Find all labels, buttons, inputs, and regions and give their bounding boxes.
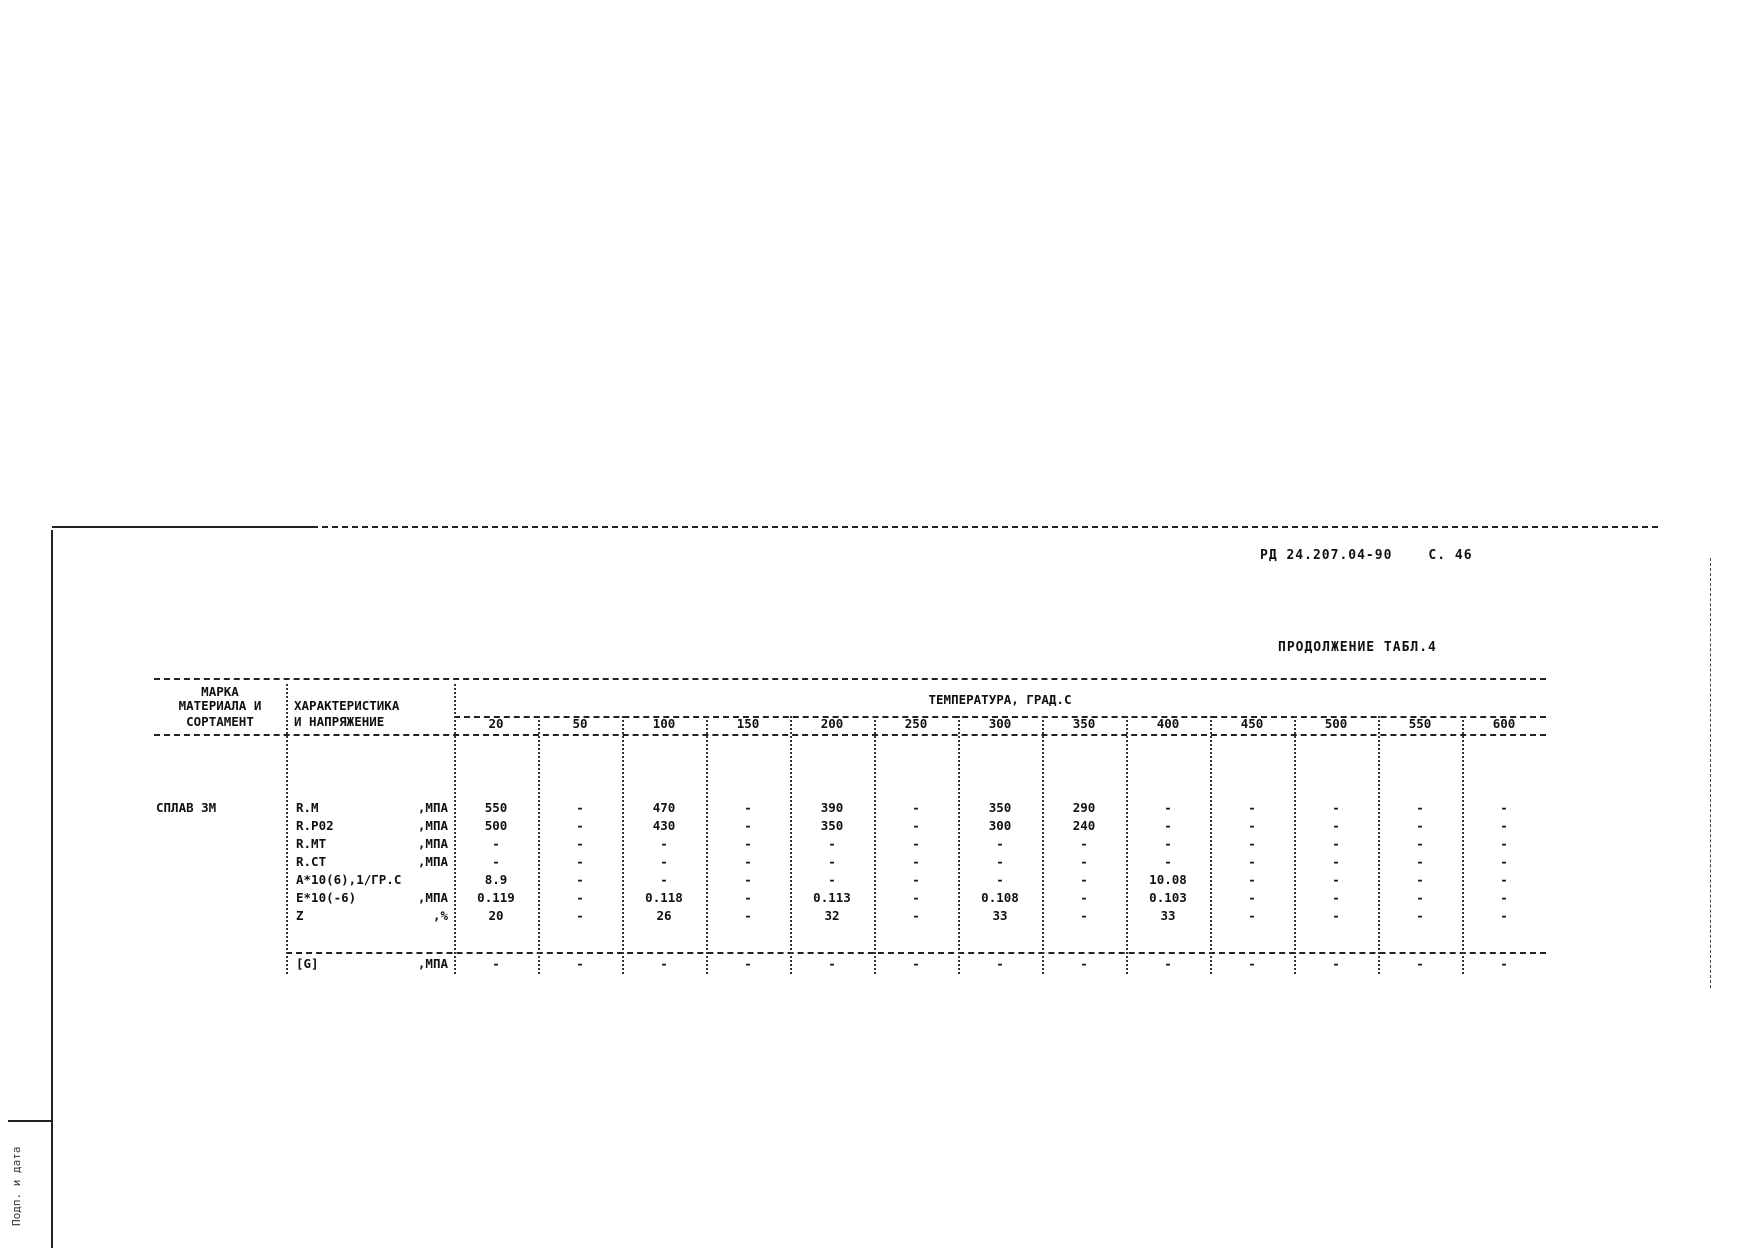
table-cell: - — [1332, 956, 1340, 971]
header-material-label: МАТЕРИАЛА И — [178, 698, 262, 713]
header-bottom-rule — [154, 734, 1546, 736]
table-cell: - — [1080, 956, 1088, 971]
table-cell: - — [1416, 956, 1424, 971]
table-cell: - — [828, 854, 836, 869]
table-cell: - — [744, 818, 752, 833]
document-code: РД 24.207.04-90 — [1260, 548, 1393, 563]
temperature-column-header: 150 — [736, 716, 760, 731]
document-header — [1260, 548, 1473, 563]
table-cell: 32 — [824, 908, 840, 923]
temperature-header: ТЕМПЕРАТУРА, ГРАД.С — [928, 692, 1072, 707]
table-cell: - — [576, 800, 584, 815]
material-name: СПЛАВ 3М — [156, 800, 217, 815]
table-cell: - — [744, 908, 752, 923]
characteristic-unit: ,МПА — [417, 956, 448, 971]
table-cell: - — [1164, 956, 1172, 971]
table-cell: - — [744, 836, 752, 851]
table-cell: - — [828, 872, 836, 887]
table-cell: - — [1164, 800, 1172, 815]
table-cell: - — [1500, 890, 1508, 905]
table-cell: - — [1248, 854, 1256, 869]
table-cell: 300 — [988, 818, 1012, 833]
table-cell: 500 — [484, 818, 508, 833]
table-cell: - — [576, 872, 584, 887]
characteristic-name: A*10(6),1/ГР.С — [296, 872, 402, 887]
table-cell: - — [744, 872, 752, 887]
table-cell: 470 — [652, 800, 676, 815]
temperature-column-header: 350 — [1072, 716, 1096, 731]
temperature-column-header: 300 — [988, 716, 1012, 731]
table-cell: - — [1248, 890, 1256, 905]
table-cell: 8.9 — [484, 872, 508, 887]
temperature-column-header: 400 — [1156, 716, 1180, 731]
characteristic-name: R.CT — [296, 854, 327, 869]
table-cell: - — [1500, 872, 1508, 887]
characteristic-name: Z — [296, 908, 304, 923]
table-cell: 350 — [820, 818, 844, 833]
table-cell: - — [1164, 836, 1172, 851]
table-cell: - — [912, 872, 920, 887]
table-cell: - — [996, 956, 1004, 971]
table-cell: - — [576, 908, 584, 923]
table-cell: - — [1164, 818, 1172, 833]
header-characteristic-label: ХАРАКТЕРИСТИКА — [294, 698, 400, 713]
column-divider — [286, 684, 288, 974]
table-cell: - — [912, 818, 920, 833]
margin-stamp: Подп. и дата — [10, 1146, 23, 1226]
table-cell: - — [1248, 956, 1256, 971]
table-cell: - — [1332, 890, 1340, 905]
table-cell: - — [912, 836, 920, 851]
table-cell: 20 — [488, 908, 504, 923]
table-cell: - — [1248, 818, 1256, 833]
temperature-column-header: 200 — [820, 716, 844, 731]
table-cell: - — [1500, 956, 1508, 971]
table-cell: 33 — [1160, 908, 1176, 923]
table-cell: - — [660, 956, 668, 971]
table-cell: - — [912, 956, 920, 971]
header-material-label: МАРКА — [201, 684, 239, 699]
margin-stamp-line — [8, 1120, 52, 1122]
table-top-rule — [154, 678, 1546, 680]
characteristic-name: R.MT — [296, 836, 327, 851]
table-cell: - — [1248, 908, 1256, 923]
table-cell: - — [1416, 908, 1424, 923]
table-cell: - — [1332, 854, 1340, 869]
temperature-column-header: 250 — [904, 716, 928, 731]
table-cell: - — [1416, 836, 1424, 851]
temperature-column-header: 450 — [1240, 716, 1264, 731]
table-cell: 0.108 — [981, 890, 1019, 905]
table-cell: 240 — [1072, 818, 1096, 833]
frame-right-border — [1710, 558, 1711, 988]
table-cell: 390 — [820, 800, 844, 815]
table-cell: - — [912, 800, 920, 815]
table-cell: - — [1416, 890, 1424, 905]
characteristic-name: R.P02 — [296, 818, 334, 833]
table-cell: 10.08 — [1149, 872, 1187, 887]
table-cell: - — [576, 854, 584, 869]
table-cell: - — [828, 956, 836, 971]
characteristic-unit: ,МПА — [417, 818, 448, 833]
table-cell: - — [1500, 854, 1508, 869]
table-cell: - — [576, 890, 584, 905]
characteristic-unit: ,МПА — [417, 854, 448, 869]
characteristic-name: E*10(-6) — [296, 890, 357, 905]
table-cell: - — [1080, 854, 1088, 869]
table-cell: - — [996, 872, 1004, 887]
table-cell: - — [576, 836, 584, 851]
table-cell: - — [1416, 854, 1424, 869]
table-cell: - — [744, 800, 752, 815]
table-cell: - — [744, 854, 752, 869]
frame-top-border — [52, 526, 1658, 528]
temperature-column-header: 100 — [652, 716, 676, 731]
characteristic-name: R.M — [296, 800, 319, 815]
page-number: С. 46 — [1428, 548, 1473, 563]
temperature-column-header: 20 — [488, 716, 504, 731]
table-cell: - — [996, 836, 1004, 851]
table-cell: - — [1332, 836, 1340, 851]
table-cell: 33 — [992, 908, 1008, 923]
table-cell: 350 — [988, 800, 1012, 815]
table-cell: - — [1332, 818, 1340, 833]
table-cell: - — [828, 836, 836, 851]
characteristic-unit: ,% — [432, 908, 448, 923]
table-cell: - — [1080, 890, 1088, 905]
table-cell: - — [1416, 872, 1424, 887]
table-cell: - — [912, 908, 920, 923]
table-cell: - — [1080, 872, 1088, 887]
table-cell: 0.119 — [477, 890, 515, 905]
table-cell: - — [1080, 836, 1088, 851]
table-cell: - — [1332, 872, 1340, 887]
table-cell: - — [744, 956, 752, 971]
table-cell: - — [912, 854, 920, 869]
temperature-column-header: 500 — [1324, 716, 1348, 731]
table-cell: - — [1500, 836, 1508, 851]
temperature-column-header: 50 — [572, 716, 588, 731]
table-cell: - — [660, 872, 668, 887]
table-cell: - — [576, 956, 584, 971]
table-cell: - — [1164, 854, 1172, 869]
table-cell: 0.103 — [1149, 890, 1187, 905]
table-cell: - — [1248, 836, 1256, 851]
table-cell: 26 — [656, 908, 672, 923]
table-cell: - — [1500, 818, 1508, 833]
table-cell: - — [744, 890, 752, 905]
header-material-label: СОРТАМЕНТ — [186, 714, 254, 729]
table-cell: - — [492, 854, 500, 869]
table-cell: 430 — [652, 818, 676, 833]
temperature-column-header: 600 — [1492, 716, 1516, 731]
table-cell: - — [492, 836, 500, 851]
body-bottom-rule — [286, 952, 1546, 954]
table-cell: - — [576, 818, 584, 833]
temperature-column-header: 550 — [1408, 716, 1432, 731]
temperature-properties-table — [154, 678, 1546, 990]
table-cell: - — [492, 956, 500, 971]
characteristic-unit: ,МПА — [417, 800, 448, 815]
table-cell: - — [912, 890, 920, 905]
table-cell: - — [1248, 800, 1256, 815]
table-cell: - — [1500, 908, 1508, 923]
characteristic-name: [G] — [296, 956, 319, 971]
characteristic-unit: ,МПА — [417, 836, 448, 851]
table-cell: - — [660, 854, 668, 869]
table-cell: - — [1500, 800, 1508, 815]
table-caption: ПРОДОЛЖЕНИЕ ТАБЛ.4 — [1278, 640, 1437, 655]
table-cell: - — [1332, 800, 1340, 815]
frame-left-border — [51, 530, 53, 1248]
table-cell: - — [1332, 908, 1340, 923]
table-cell: - — [1416, 800, 1424, 815]
characteristic-unit: ,МПА — [417, 890, 448, 905]
table-cell: 0.113 — [813, 890, 851, 905]
table-cell: - — [996, 854, 1004, 869]
table-cell: - — [1080, 908, 1088, 923]
table-cell: - — [660, 836, 668, 851]
table-cell: - — [1248, 872, 1256, 887]
header-characteristic-label: И НАПРЯЖЕНИЕ — [294, 714, 385, 729]
table-cell: 290 — [1072, 800, 1096, 815]
table-cell: 0.118 — [645, 890, 683, 905]
table-cell: - — [1416, 818, 1424, 833]
table-cell: 550 — [484, 800, 508, 815]
